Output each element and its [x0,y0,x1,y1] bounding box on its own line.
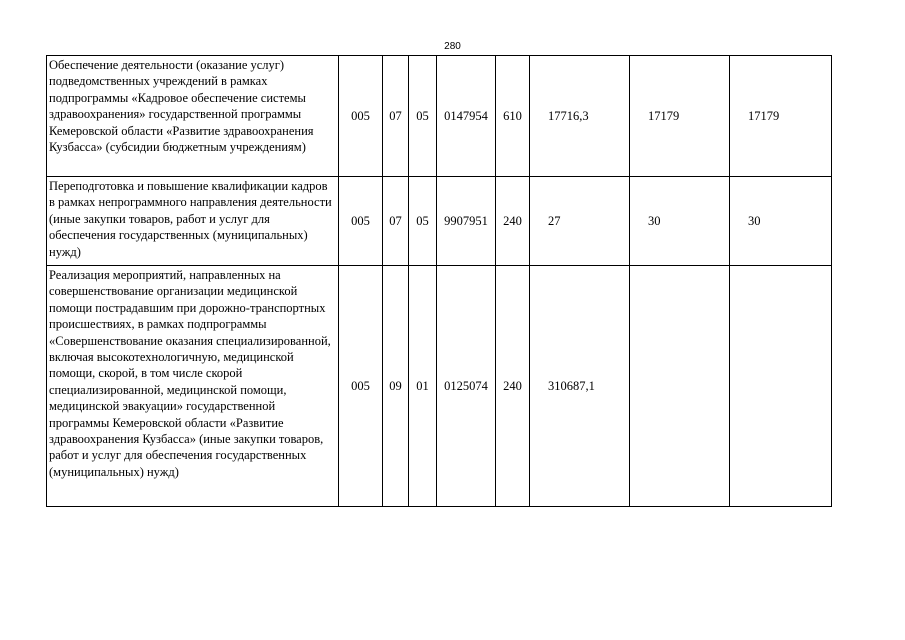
amount-year-2: 17179 [630,56,730,177]
amount-year-2 [630,266,730,507]
expense-type-code: 240 [496,177,530,266]
ministry-code: 005 [339,56,383,177]
target-code: 0125074 [437,266,496,507]
subsection-code: 05 [409,56,437,177]
amount-year-3: 17179 [730,56,832,177]
ministry-code: 005 [339,266,383,507]
amount-year-1: 17716,3 [530,56,630,177]
section-code: 09 [383,266,409,507]
subsection-code: 01 [409,266,437,507]
target-code: 9907951 [437,177,496,266]
section-code: 07 [383,177,409,266]
table-row [47,177,832,266]
amount-year-1: 27 [530,177,630,266]
row-description: Обеспечение деятельности (оказание услуг) подведомственных учреждений в рамках подпрограммы «Кадровое обеспечение системы здравоохранения» государственной программы Кемеровской области «Развитие здравоохранения Кузбасса» (субсидии бюджетным учреждениям) [47,56,339,177]
table-row [47,266,832,507]
expense-type-code: 240 [496,266,530,507]
table-row [47,56,832,177]
row-description: Реализация мероприятий, направленных на совершенствование организации медицинской помощи пострадавшим при дорожно-транспортных происшествиях, в рамках подпрограммы «Совершенствование оказания специализированной, включая высокотехнологичную, медицинской помощи, скорой, в том числе скорой специализированной, медицинской помощи, медицинской эвакуации» государственной программы Кемеровской области «Развитие здравоохранения Кузбасса» (иные закупки товаров, работ и услуг для обеспечения государственных (муниципальных) нужд) [47,266,339,507]
amount-year-1: 310687,1 [530,266,630,507]
ministry-code: 005 [339,177,383,266]
target-code: 0147954 [437,56,496,177]
page-number: 280 [444,41,461,52]
row-description: Переподготовка и повышение квалификации кадров в рамках непрограммного направления деятельности (иные закупки товаров, работ и услуг для обеспечения государственных (муниципальных) нужд) [47,177,339,266]
subsection-code: 05 [409,177,437,266]
section-code: 07 [383,56,409,177]
expense-type-code: 610 [496,56,530,177]
budget-table [46,55,832,507]
amount-year-3: 30 [730,177,832,266]
amount-year-3 [730,266,832,507]
amount-year-2: 30 [630,177,730,266]
